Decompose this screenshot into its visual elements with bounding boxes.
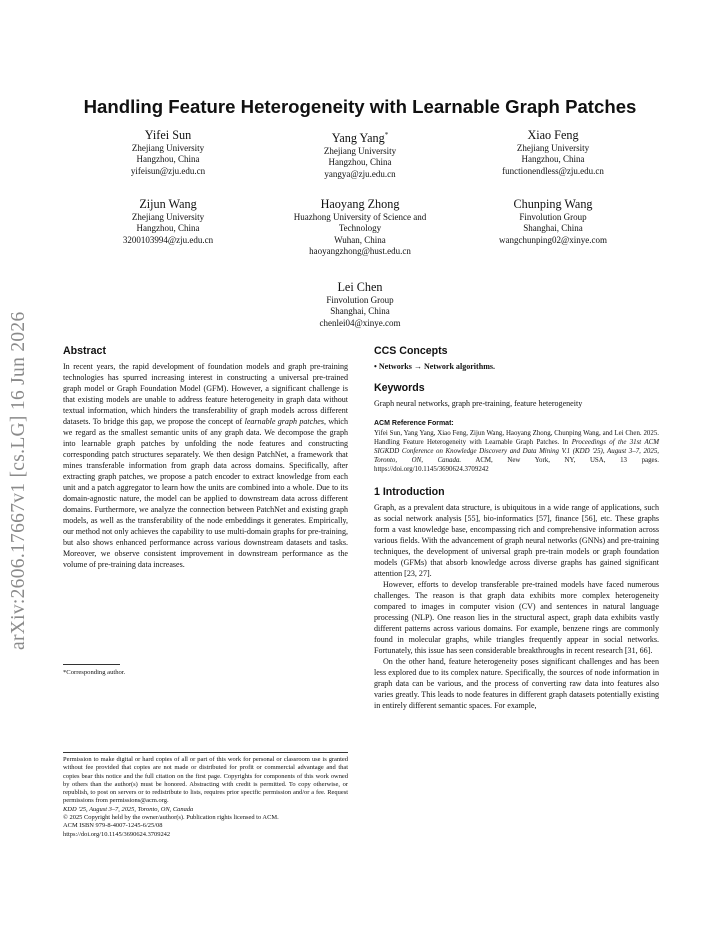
author-email: chenlei04@xinye.com	[319, 317, 401, 328]
author-location: Hangzhou, China	[521, 154, 585, 165]
intro-paragraph-2: However, efforts to develop transferable pre-trained models have faced numerous challenges. The reason is that graph data exhibits more complex heterogeneity compared to images in computer vision (CV) and sentences in natural language processing (NLP). One reason lies in the structural aspect, graph data exhibits vastly different patterns across various domains. For example, benzene rings are commonly found in molecular graphs, while triangles frequently appear in social networks. Fortunately, this issue has seen considerable breakthroughs in recent research [31, 66].	[374, 580, 659, 655]
author-email: wangchunping02@xinye.com	[498, 234, 608, 245]
author-email: yangya@zju.edu.cn	[324, 168, 396, 179]
author-name: Yifei Sun	[144, 128, 192, 142]
author-block	[433, 128, 673, 177]
intro-paragraph-1: Graph, as a prevalent data structure, is ubiquitous in a wide range of applications, such as social network analysis [55], bio-informatics [57], finance [56], etc. These graphs form a vast knowledge base, encompassing rich and comprehensive information across various fields. With the advancement of graph neural networks (GNNs) and pre-training techniques, the development of universal graph pre-train models or graph foundation models (GFMs) that absorb knowledge across diverse graphs has gained significant attention [23, 27].	[374, 503, 659, 578]
author-email: haoyangzhong@hust.edu.cn	[309, 246, 411, 257]
abstract-heading: Abstract	[63, 345, 106, 357]
permission-rule	[63, 752, 348, 753]
paper-title: Handling Feature Heterogeneity with Learnable Graph Patches	[83, 96, 637, 117]
permission-doi: https://doi.org/10.1145/3690624.3709242	[63, 830, 171, 838]
author-email: 3200103994@zju.edu.cn	[122, 234, 214, 245]
author-affiliation: Zhejiang University	[131, 143, 205, 153]
author-affiliation: Zhejiang University	[323, 146, 397, 157]
author-name: Lei Chen	[337, 280, 383, 294]
author-location: Hangzhou, China	[328, 157, 392, 168]
author-location: Shanghai, China	[330, 306, 390, 317]
author-affiliation: Finvolution Group	[519, 212, 587, 222]
author-name: Yang Yang*	[331, 131, 389, 146]
author-affiliation: Finvolution Group	[326, 295, 394, 305]
author-affiliation: Zhejiang University	[516, 143, 590, 153]
keywords-text: Graph neural networks, graph pre-training, feature heterogeneity	[374, 399, 583, 408]
author-email: functionendless@zju.edu.cn	[502, 165, 604, 176]
author-name: Xiao Feng	[527, 128, 579, 142]
keywords-heading: Keywords	[374, 382, 425, 394]
permission-text: Permission to make digital or hard copies of all or part of this work for personal or classroom use is granted without fee provided that copies are not made or distributed for profit or commercial advantage and that copies bear this notice and the full citation on the first page. Copyrights for components of this work owned by others than the author(s) must be honored. Abstracting with credit is permitted. To copy otherwise, or republish, to post on servers or to redistribute to lists, requires prior specific permission and/or a fee. Request permissions from permissions@acm.org.	[63, 756, 348, 805]
author-location: Wuhan, China	[334, 234, 386, 245]
permission-venue: KDD '25, August 3–7, 2025, Toronto, ON, Canada	[63, 805, 194, 813]
permission-isbn: ACM ISBN 979-8-4007-1245-6/25/08	[63, 822, 163, 830]
author-name: Chunping Wang	[513, 197, 593, 211]
arxiv-stamp: arXiv:2606.17667v1 [cs.LG] 16 Jun 2026	[8, 311, 29, 650]
author-name: Haoyang Zhong	[320, 197, 400, 211]
right-column	[374, 346, 659, 711]
author-block	[433, 197, 673, 246]
author-affiliation: Huazhong University of Science and	[293, 212, 427, 222]
ccs-heading: CCS Concepts	[374, 345, 448, 357]
author-block	[240, 280, 480, 329]
intro-paragraph-3: On the other hand, feature heterogeneity poses significant challenges and has been less explored due to its complex nature. Specifically, the sources of node information in graph data can be various, and the process of converting raw data into features also varies greatly. This leads to node features in different graph datasets potentially existing in entirely different semantic spaces. For example,	[374, 657, 659, 710]
footnote: *Corresponding author.	[63, 669, 126, 676]
footnote-rule	[63, 664, 120, 665]
author-affiliation-cont: Technology	[338, 223, 382, 234]
permission-block	[63, 756, 348, 839]
author-location: Hangzhou, China	[136, 154, 200, 165]
acm-ref-heading: ACM Reference Format:	[374, 420, 454, 427]
corresponding-mark: *	[384, 131, 389, 139]
abstract-emphasis: learnable graph patches	[244, 417, 324, 426]
acm-ref-body: Yifei Sun, Yang Yang, Xiao Feng, Zijun Wang, Haoyang Zhong, Chunping Wang, and Lei Chen. 2025. Handling Feature Heterogeneity with Learnable Graph Patches. In Proceedings of the 31st ACM SIGKDD Conference on Knowledge Discovery and Data Mining V.1 (KDD '25), August 3–7, 2025, Toronto, ON, Canada. ACM, New York, NY, USA, 13 pages. https://doi.org/10.1145/3690624.3709242	[374, 430, 659, 473]
permission-copyright: © 2025 Copyright held by the owner/author(s). Publication rights licensed to ACM.	[63, 814, 279, 822]
ccs-item: • Networks → Network algorithms.	[374, 362, 496, 371]
abstract-text: In recent years, the rapid development of foundation models and graph pre-training technologies has spurred increasing interest in constructing a universal pre-trained graph model or Graph Foundation Model (GFM). However, a significant challenge is that existing models are unable to address feature heterogeneity in graph data without textual information, which hinders the transferability of graph models across different datasets. To bridge this gap, we propose the concept of learnable graph patches, which we regard as the smallest semantic units of any graph data. We decompose the graph into learnable graph patches by unfolding the node features and constructing corresponding patch structures separately. We then design PatchNet, a framework that mines transferable information from graph data across domains. Specifically, after extracting graph patches, we propose a patch encoder to extract knowledge from each unit and a patch aggregator to learn how the units are combined into a whole. Due to its domain-agnostic nature, the model can be applied to downstream data across different domains. Furthermore, we analyze the connection between PatchNet and existing graph models, as well as the transferability of the node embeddings it generates. Empirically, our method not only achieves the capability to use multi-domain graphs for pre-training, but also shows enhanced performance across various downstream datasets and tasks. Moreover, we observe consistent improvement in downstream performance as the volume of pre-training data increases.	[63, 362, 348, 569]
abstract-section	[63, 346, 348, 570]
author-affiliation: Zhejiang University	[131, 212, 205, 222]
author-name: Zijun Wang	[139, 197, 197, 211]
author-email: yifeisun@zju.edu.cn	[130, 165, 206, 176]
intro-heading: 1 Introduction	[374, 486, 445, 498]
author-location: Hangzhou, China	[136, 223, 200, 234]
author-location: Shanghai, China	[523, 223, 583, 234]
